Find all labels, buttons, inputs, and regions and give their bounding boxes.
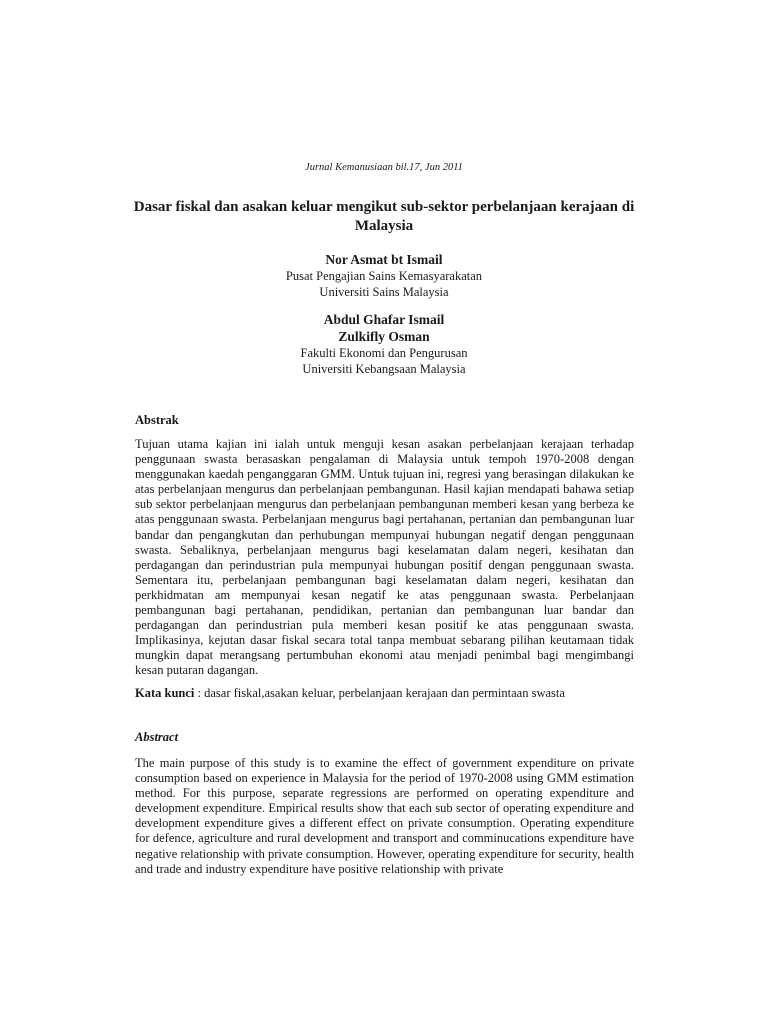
abstrak-heading: Abstrak [135,413,179,427]
author-name: Nor Asmat bt Ismail [325,252,443,267]
author-block-2 [0,311,768,377]
abstrak-paragraph: Tujuan utama kajian ini ialah untuk menguji kesan asakan perbelanjaan kerajaan terhadap penggunaan swasta berasaskan pengalaman di Malaysia untuk tempoh 1970-2008 dengan menggunakan kaedah penganggaran GMM. Untuk tujuan ini, regresi yang berasingan dilakukan ke atas perbelanjaan mengurus dan perbelanjaan pembangunan. Hasil kajian mendapati bahawa setiap sub sektor perbelanjaan mengurus dan perbelanjaan pembangunan memberi kesan yang berbeza ke atas penggunaan swasta. Perbelanjaan mengurus bagi pertahanan, pertanian dan pembangunan luar bandar dan pengangkutan dan perhubungan mempunyai hubungan negatif dengan penggunaan swasta. Sebaliknya, perbelanjaan mengurus bagi keselamatan dalam negeri, kesihatan dan perdagangan dan perindustrian pula mempunyai hubungan positif dengan penggunaan swasta. Sementara itu, perbelanjaan pembangunan bagi keselamatan dalam negeri, kesihatan dan perkhidmatan am mempunyai kesan negatif ke atas penggunaan swasta. Perbelanjaan pembangunan bagi pertahanan, pendidikan, pertanian dan pembangunan luar bandar dan perdagangan dan perindustrian pula memberi kesan positif ke atas penggunaan swasta. Implikasinya, kejutan dasar fiskal secara total tanpa membuat sebarang pilihan keutamaan tidak mungkin dapat merangsang pertumbuhan ekonomi atau menjadi penimbal bagi mengimbangi kesan putaran dagangan. [135,437,634,678]
author-block-1 [0,251,768,300]
journal-header: Jurnal Kemanusiaan bil.17, Jun 2011 [305,162,463,173]
affiliation-line: Fakulti Ekonomi dan Pengurusan [300,346,468,360]
author-name: Zulkifly Osman [338,329,430,344]
keywords-text: : dasar fiskal,asakan keluar, perbelanjaan kerajaan dan permintaan swasta [194,686,565,700]
author-name: Abdul Ghafar Ismail [323,312,445,327]
affiliation-line: Pusat Pengajian Sains Kemasyarakatan [285,269,483,283]
keywords-label: Kata kunci [135,686,195,700]
abstract-paragraph: The main purpose of this study is to examine the effect of government expenditure on private consumption based on experience in Malaysia for the period of 1970-2008 using GMM estimation method. For this purpose, separate regressions are performed on operating expenditure and development expenditure. Empirical results show that each sub sector of operating expenditure and development expenditure gives a different effect on private consumption. Operating expenditure for defence, agriculture and rural development and transport and comminucations expenditure have negative relationship with private consumption. However, operating expenditure for security, health and trade and industry expenditure have positive relationship with private [135,756,634,876]
affiliation-line: Universiti Kebangsaan Malaysia [302,362,466,376]
paper-title: Dasar fiskal dan asakan keluar mengikut sub-sektor perbelanjaan kerajaan di Malaysia [133,199,635,234]
keywords-line [135,686,634,701]
abstract-heading: Abstract [135,730,179,744]
affiliation-line: Universiti Sains Malaysia [319,285,449,299]
